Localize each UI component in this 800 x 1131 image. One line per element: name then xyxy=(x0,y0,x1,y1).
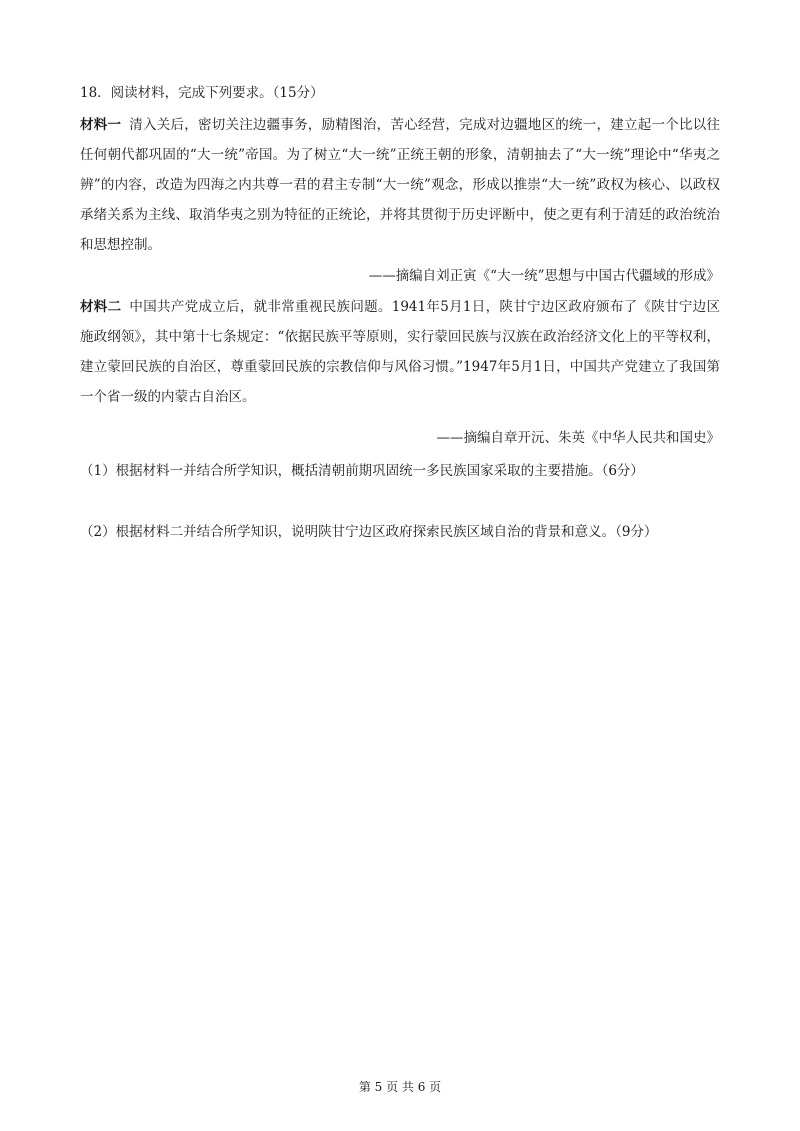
material-one-source: ——摘编自刘正寅《“大一统”思想与中国古代疆域的形成》 xyxy=(368,268,720,284)
material-two-source: ——摘编自章开沅、朱英《中华人民共和国史》 xyxy=(436,430,720,446)
material-one-text: 清入关后，密切关注边疆事务，励精图治，苦心经营，完成对边疆地区的统一，建立起一个比以往任何朝代都巩固的“大一统”帝国。为了树立“大一统”正统王朝的形象，清朝抽去了“大一统”理论中“华夷之辨”的内容，改造为四海之内共尊一君的君主专制“大一统”观念，形成以推崇“大一统”政权为核心、以政权承绪关系为主线、取消华夷之别为特征的正统论，并将其贯彻于历史评断中，使之更有利于清廷的政治统治和思想控制。 xyxy=(80,117,720,253)
question-title: 18．阅读材料，完成下列要求。（15分） xyxy=(80,85,324,101)
material-one xyxy=(80,110,720,260)
material-two-label: 材料二 xyxy=(80,299,122,315)
sub-question-2: （2）根据材料二并结合所学知识，说明陕甘宁边区政府探索民族区域自治的背景和意义。（9分） xyxy=(80,524,658,540)
page-number: 第 5 页 共 6 页 xyxy=(358,1080,442,1094)
material-two-text: 中国共产党成立后，就非常重视民族问题。1941年5月1日，陕甘宁边区政府颁布了《陕甘宁边区施政纲领》，其中第十七条规定：“依据民族平等原则，实行蒙回民族与汉族在政治经济文化上的平等权利，建立蒙回民族的自治区，尊重蒙回民族的宗教信仰与风俗习惯。”1947年5月1日，中国共产党建立了我国第一个省一级的内蒙古自治区。 xyxy=(80,299,720,405)
sub-question-1: （1）根据材料一并结合所学知识，概括清朝前期巩固统一多民族国家采取的主要措施。（6分） xyxy=(80,463,644,479)
material-two xyxy=(80,292,720,412)
material-one-label: 材料一 xyxy=(80,117,122,133)
